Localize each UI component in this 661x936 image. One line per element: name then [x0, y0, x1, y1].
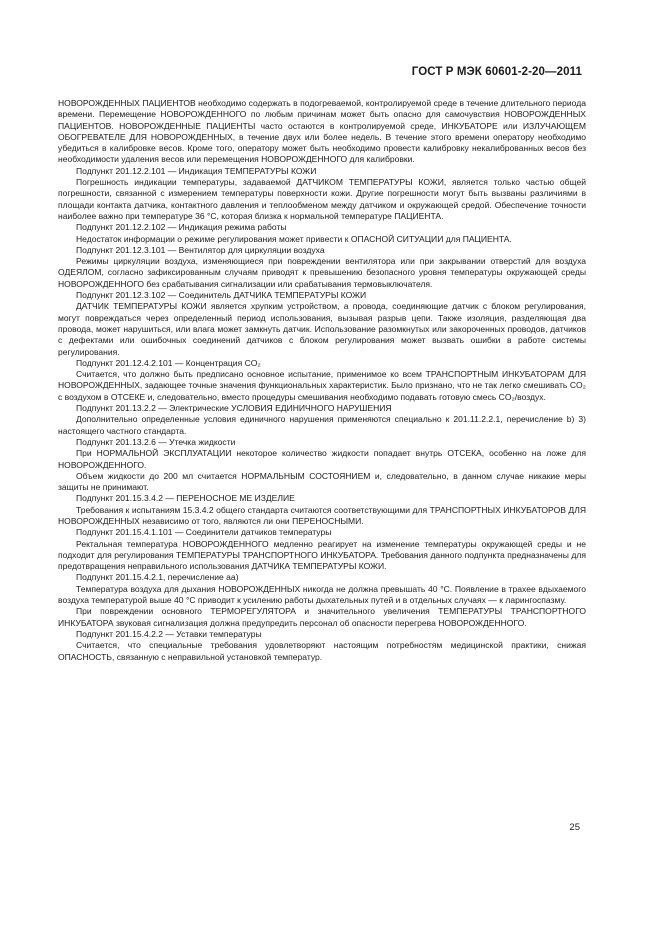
page-number: 25 [569, 822, 580, 833]
document-body [58, 98, 586, 663]
paragraph: Недостаток информации о режиме регулирования может привести к ОПАСНОЙ СИТУАЦИИ для ПАЦИЕНТА. [76, 233, 512, 244]
subclause-heading: Подпункт 201.12.3.101 — Вентилятор для циркуляции воздуха [76, 244, 325, 255]
paragraph: ДАТЧИК ТЕМПЕРАТУРЫ КОЖИ является хрупким устройством, а провода, соединяющие датчик с блоком регулирования, могут повреждаться через определенный период использования, вызывая разрыв цепи. Также изоляция, разделяющая два провода, может нарушиться, или влага может замкнуть датчик. Использование разомкнутых или закороченных проводов, датчиков с дефектами или ошибочных соединений датчиков с блоком регулирования может вызвать ошибки в работе системы регулирования. [58, 301, 586, 357]
subclause-heading: Подпункт 201.13.2.6 — Утечка жидкости [76, 436, 236, 447]
subclause-heading: Подпункт 201.15.4.2.1, перечисление аа) [76, 572, 239, 583]
subclause-heading: Подпункт 201.15.4.2.2 — Уставки температуры [76, 628, 262, 639]
paragraph: Считается, что специальные требования удовлетворяют настоящим потребностям медицинской практики, снижая ОПАСНОСТЬ, связанную с неправильной установкой температур. [58, 640, 586, 662]
paragraph: Объем жидкости до 200 мл считается НОРМАЛЬНЫМ СОСТОЯНИЕМ и, следовательно, в данном случае никакие меры защиты не принимают. [58, 470, 586, 493]
subclause-heading: Подпункт 201.12.4.2.101 — Концентрация CO₂ [76, 357, 261, 368]
paragraph: Погрешность индикации температуры, задаваемой ДАТЧИКОМ ТЕМПЕРАТУРЫ КОЖИ, является только частью общей погрешности, связанной с измерением температуры поверхности кожи. Другие погрешности могут быть вызваны различиями в площади контакта датчика, контактного давления и теплообменом между датчиком и окружающей средой. Обеспечение точности наиболее важно при температуре 36 °С, которая близка к нормальной температуре ПАЦИЕНТА. [58, 177, 586, 221]
paragraph: Требования к испытаниям 15.3.4.2 общего стандарта считаются соответствующими для ТРАНСПОРТНЫХ ИНКУБАТОРОВ ДЛЯ НОВОРОЖДЕННЫХ независимо от того, являются ли они ПЕРЕНОСНЫМИ. [58, 504, 586, 526]
subclause-heading: Подпункт 201.12.3.102 — Соединитель ДАТЧИКА ТЕМПЕРАТУРЫ КОЖИ [76, 290, 367, 301]
subclause-heading: Подпункт 201.15.3.4.2 — ПЕРЕНОСНОЕ МЕ ИЗДЕЛИЕ [76, 493, 295, 504]
standard-header: ГОСТ Р МЭК 60601-2-20—2011 [411, 66, 582, 78]
paragraph: При НОРМАЛЬНОЙ ЭКСПЛУАТАЦИИ некоторое количество жидкости попадает внутрь ОТСЕКА, особенно на ложе для НОВОРОЖДЕННОГО. [58, 448, 586, 470]
paragraph: Ректальная температура НОВОРОЖДЕННОГО медленно реагирует на изменение температуры окружающей среды и не подходит для регулирования ТЕМПЕРАТУРЫ ТРАНСПОРТНОГО ИНКУБАТОРА. Требования данного подпункта предназначены для предотвращения неправильного использования ДАТЧИКА ТЕМПЕРАТУРЫ КОЖИ. [58, 538, 586, 572]
subclause-heading: Подпункт 201.12.2.102 — Индикация режима работы [76, 222, 287, 233]
subclause-heading: Подпункт 201.13.2.2 — Электрические УСЛОВИЯ ЕДИНИЧНОГО НАРУШЕНИЯ [76, 403, 392, 414]
paragraph: При повреждении основного ТЕРМОРЕГУЛЯТОРА и значительного увеличения ТЕМПЕРАТУРЫ ТРАНСПОРТНОГО ИНКУБАТОРА звуковая сигнализация должна предупредить персонал об опасности перегрева НОВОРОЖДЕННОГО. [58, 606, 586, 628]
paragraph: Считается, что должно быть предписано основное испытание, применимое ко всем ТРАНСПОРТНЫМ ИНКУБАТОРАМ ДЛЯ НОВОРОЖДЕННЫХ, задающее точные значения функциональных характеристик. Было признано, что не так легко смешивать CO₂ с воздухом в ОТСЕКЕ и, следовательно, вместо процедуры смешивания необходимо подавать готовую смесь CO₂/воздух. [58, 369, 586, 402]
paragraph: Режимы циркуляции воздуха, изменяющиеся при повреждении вентилятора или при закрывании отверстий для воздуха ОДЕЯЛОМ, согласно зафиксированным случаям приводят к превышению безопасного уровня температуры окружающей среды НОВОРОЖДЕННОГО без срабатывания сигнализации или срабатывания термовыключателя. [58, 256, 586, 289]
subclause-heading: Подпункт 201.15.4.1.101 — Соединители датчиков температуры [76, 527, 332, 538]
subclause-heading: Подпункт 201.12.2.101 — Индикация ТЕМПЕРАТУРЫ КОЖИ [76, 165, 317, 176]
paragraph: Дополнительно определенные условия единичного нарушения применяются специально к 201.11.2.2.1, перечисление b) 3) настоящего частного стандарта. [58, 414, 586, 436]
paragraph: Температура воздуха для дыхания НОВОРОЖДЕННЫХ никогда не должна превышать 40 °С. Появление в трахее вдыхаемого воздуха температурой выше 40 °С приводит к усилению работы дыхательных путей и в отдельных случаях — к ларингоспазму. [58, 583, 586, 606]
paragraph: НОВОРОЖДЕННЫХ ПАЦИЕНТОВ необходимо содержать в подогреваемой, контролируемой среде в течение длительного периода времени. Перемещение НОВОРОЖДЕННОГО по любым причинам может быть опасно для самочувствия НОВОРОЖДЕННЫХ ПАЦИЕНТОВ. НОВОРОЖДЕННЫЕ ПАЦИЕНТЫ часто остаются в контролируемой среде, ИНКУБАТОРЕ или ИЗЛУЧАЮЩЕМ ОБОГРЕВАТЕЛЕ ДЛЯ НОВОРОЖДЕННЫХ, в течение двух или более недель. В течение этого времени оператору необходимо убедиться в калибровке весов. Кроме того, оператору может быть необходимо провести калибровку некалиброванных весов без необходимости удаления весов или перемещения НОВОРОЖДЕННОГО для калибровки. [58, 98, 586, 165]
